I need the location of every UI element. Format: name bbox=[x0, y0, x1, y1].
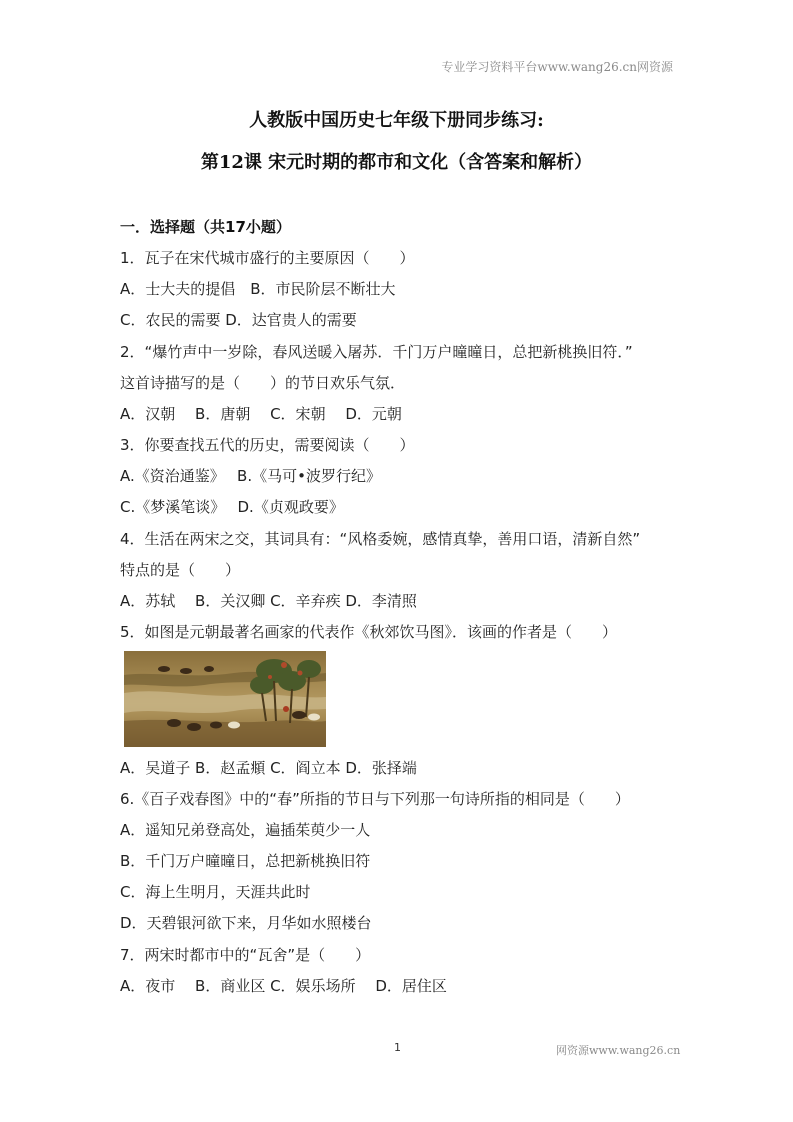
question-1-stem: 1．瓦子在宋代城市盛行的主要原因（ ） bbox=[120, 249, 415, 267]
question-6-option-d: D．天碧银河欲下来，月华如水照楼台 bbox=[120, 914, 372, 932]
question-2-stem-line-2: 这首诗描写的是（ ）的节日欢乐气氛． bbox=[120, 374, 406, 392]
question-5-options: A．吴道子 B．赵孟頫 C．阎立本 D．张择端 bbox=[120, 759, 417, 777]
question-4-options: A．苏轼 B．关汉卿 C．辛弃疾 D．李清照 bbox=[120, 592, 417, 610]
question-2-options: A．汉朝 B．唐朝 C．宋朝 D．元朝 bbox=[120, 405, 402, 423]
question-6-option-b: B．千门万户曈曈日，总把新桃换旧符 bbox=[120, 852, 371, 870]
question-1-options-row-2: C．农民的需要 D．达官贵人的需要 bbox=[120, 311, 357, 329]
question-3-stem: 3．你要查找五代的历史，需要阅读（ ） bbox=[120, 436, 415, 454]
page-number: 1 bbox=[394, 1041, 401, 1054]
lesson-title: 第12课 宋元时期的都市和文化（含答案和解析） bbox=[200, 152, 593, 173]
question-6-stem: 6.《百子戏春图》中的“春”所指的节日与下列那一句诗所指的相同是（ ） bbox=[120, 790, 630, 808]
question-1-options-row-1: A．士大夫的提倡 B．市民阶层不断壮大 bbox=[120, 280, 396, 298]
question-5-stem: 5．如图是元朝最著名画家的代表作《秋郊饮马图》．该画的作者是（ ） bbox=[120, 623, 618, 641]
question-3-options-row-2: C.《梦溪笔谈》 D.《贞观政要》 bbox=[120, 498, 344, 516]
question-4-stem-line-2: 特点的是（ ） bbox=[120, 561, 241, 579]
document-title: 人教版中国历史七年级下册同步练习: bbox=[249, 110, 544, 131]
header-source: 专业学习资料平台www.wang26.cn网资源 bbox=[441, 60, 673, 74]
autumn-horse-painting-image bbox=[124, 651, 326, 747]
footer-source: 网资源www.wang26.cn bbox=[556, 1044, 681, 1057]
question-3-options-row-1: A.《资治通鉴》 B.《马可•波罗行纪》 bbox=[120, 467, 381, 485]
question-7-options: A．夜市 B．商业区 C．娱乐场所 D．居住区 bbox=[120, 977, 447, 995]
question-2-stem-line-1: 2．“爆竹声中一岁除，春风送暖入屠苏．千门万户曈曈日，总把新桃换旧符．” bbox=[120, 343, 633, 361]
section-heading: 一．选择题（共17小题） bbox=[120, 218, 291, 236]
question-6-option-a: A．遥知兄弟登高处，遍插茱萸少一人 bbox=[120, 821, 371, 839]
question-6-option-c: C．海上生明月，天涯共此时 bbox=[120, 883, 311, 901]
question-4-stem-line-1: 4．生活在两宋之交，其词具有：“风格委婉，感情真挚，善用口语，清新自然” bbox=[120, 530, 641, 548]
question-7-stem: 7．两宋时都市中的“瓦舍”是（ ） bbox=[120, 946, 371, 964]
